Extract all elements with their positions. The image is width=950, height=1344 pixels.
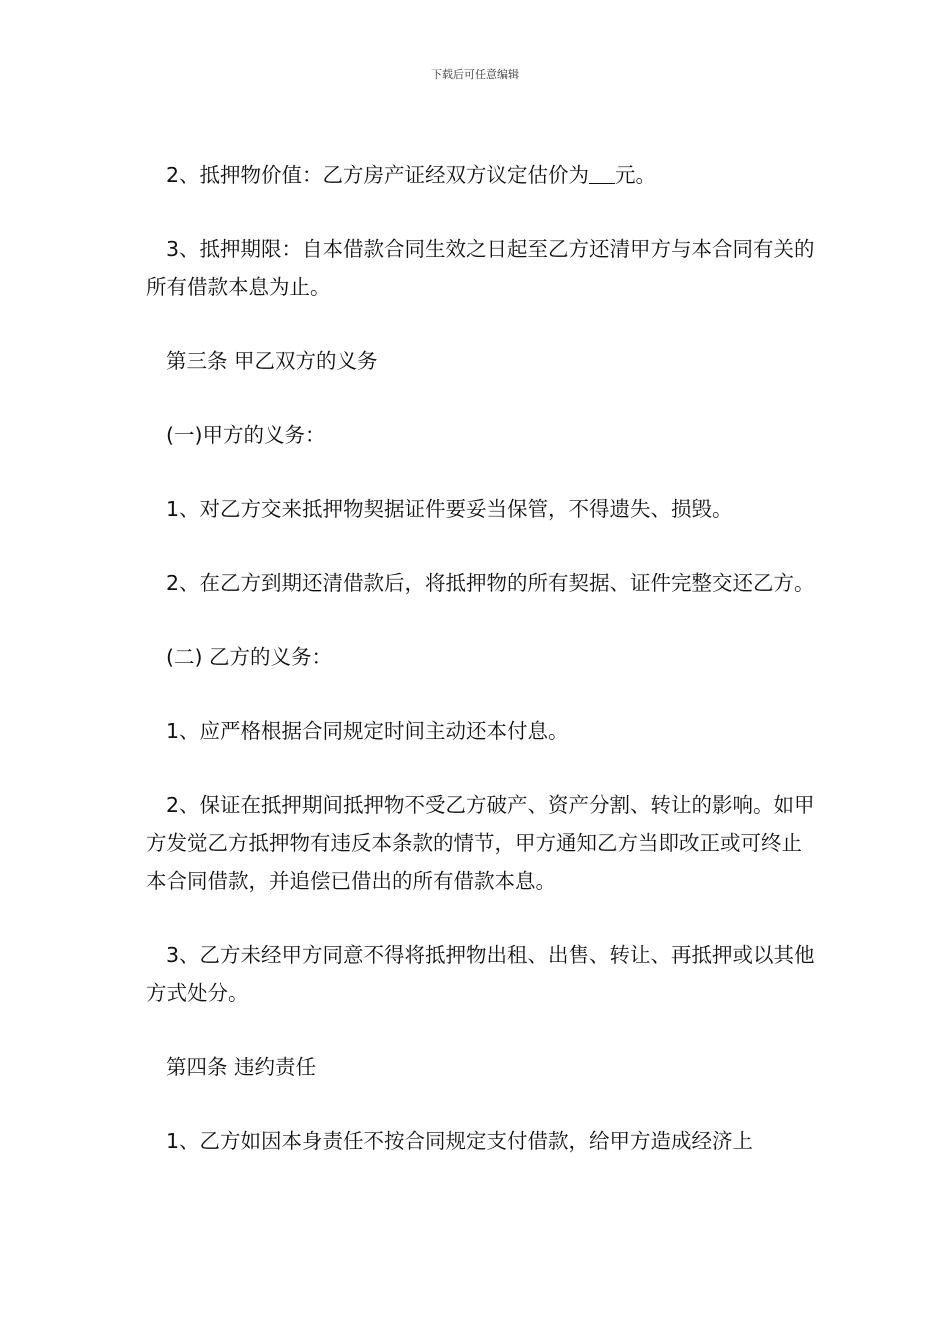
section-heading-article-3: 第三条 甲乙双方的义务	[166, 349, 378, 373]
paragraph-breach-1: 1、乙方如因本身责任不按合同规定支付借款，给甲方造成经济上	[166, 1129, 754, 1153]
paragraph-a-duty-2: 2、在乙方到期还清借款后，将抵押物的所有契据、证件完整交还乙方。	[166, 571, 815, 595]
paragraph-mortgage-term: 3、抵押期限：自本借款合同生效之日起至乙方还清甲方与本合同有关的所有借款本息为止。	[146, 237, 815, 299]
subheading-party-a-duties: (一)甲方的义务：	[166, 423, 326, 447]
subheading-party-b-duties: (二) 乙方的义务：	[166, 645, 333, 669]
page-header-note: 下载后可任意编辑	[431, 68, 519, 81]
fill-in-blank	[589, 165, 615, 184]
document-body	[146, 156, 818, 1160]
paragraph-a-duty-1: 1、对乙方交来抵押物契据证件要妥当保管，不得遗失、损毁。	[166, 497, 733, 521]
paragraph-text: 元。	[615, 163, 657, 187]
section-heading-article-4: 第四条 违约责任	[166, 1055, 317, 1079]
paragraph-b-duty-1: 1、应严格根据合同规定时间主动还本付息。	[166, 719, 569, 743]
paragraph-mortgage-value	[146, 156, 818, 194]
paragraph-b-duty-2: 2、保证在抵押期间抵押物不受乙方破产、资产分割、转让的影响。如甲方发觉乙方抵押物有违反本条款的情节，甲方通知乙方当即改正或可终止本合同借款，并追偿已借出的所有借款本息。	[146, 793, 815, 893]
paragraph-text: 2、抵押物价值：乙方房产证经双方议定估价为	[166, 163, 590, 187]
paragraph-b-duty-3: 3、乙方未经甲方同意不得将抵押物出租、出售、转让、再抵押或以其他方式处分。	[146, 943, 815, 1005]
